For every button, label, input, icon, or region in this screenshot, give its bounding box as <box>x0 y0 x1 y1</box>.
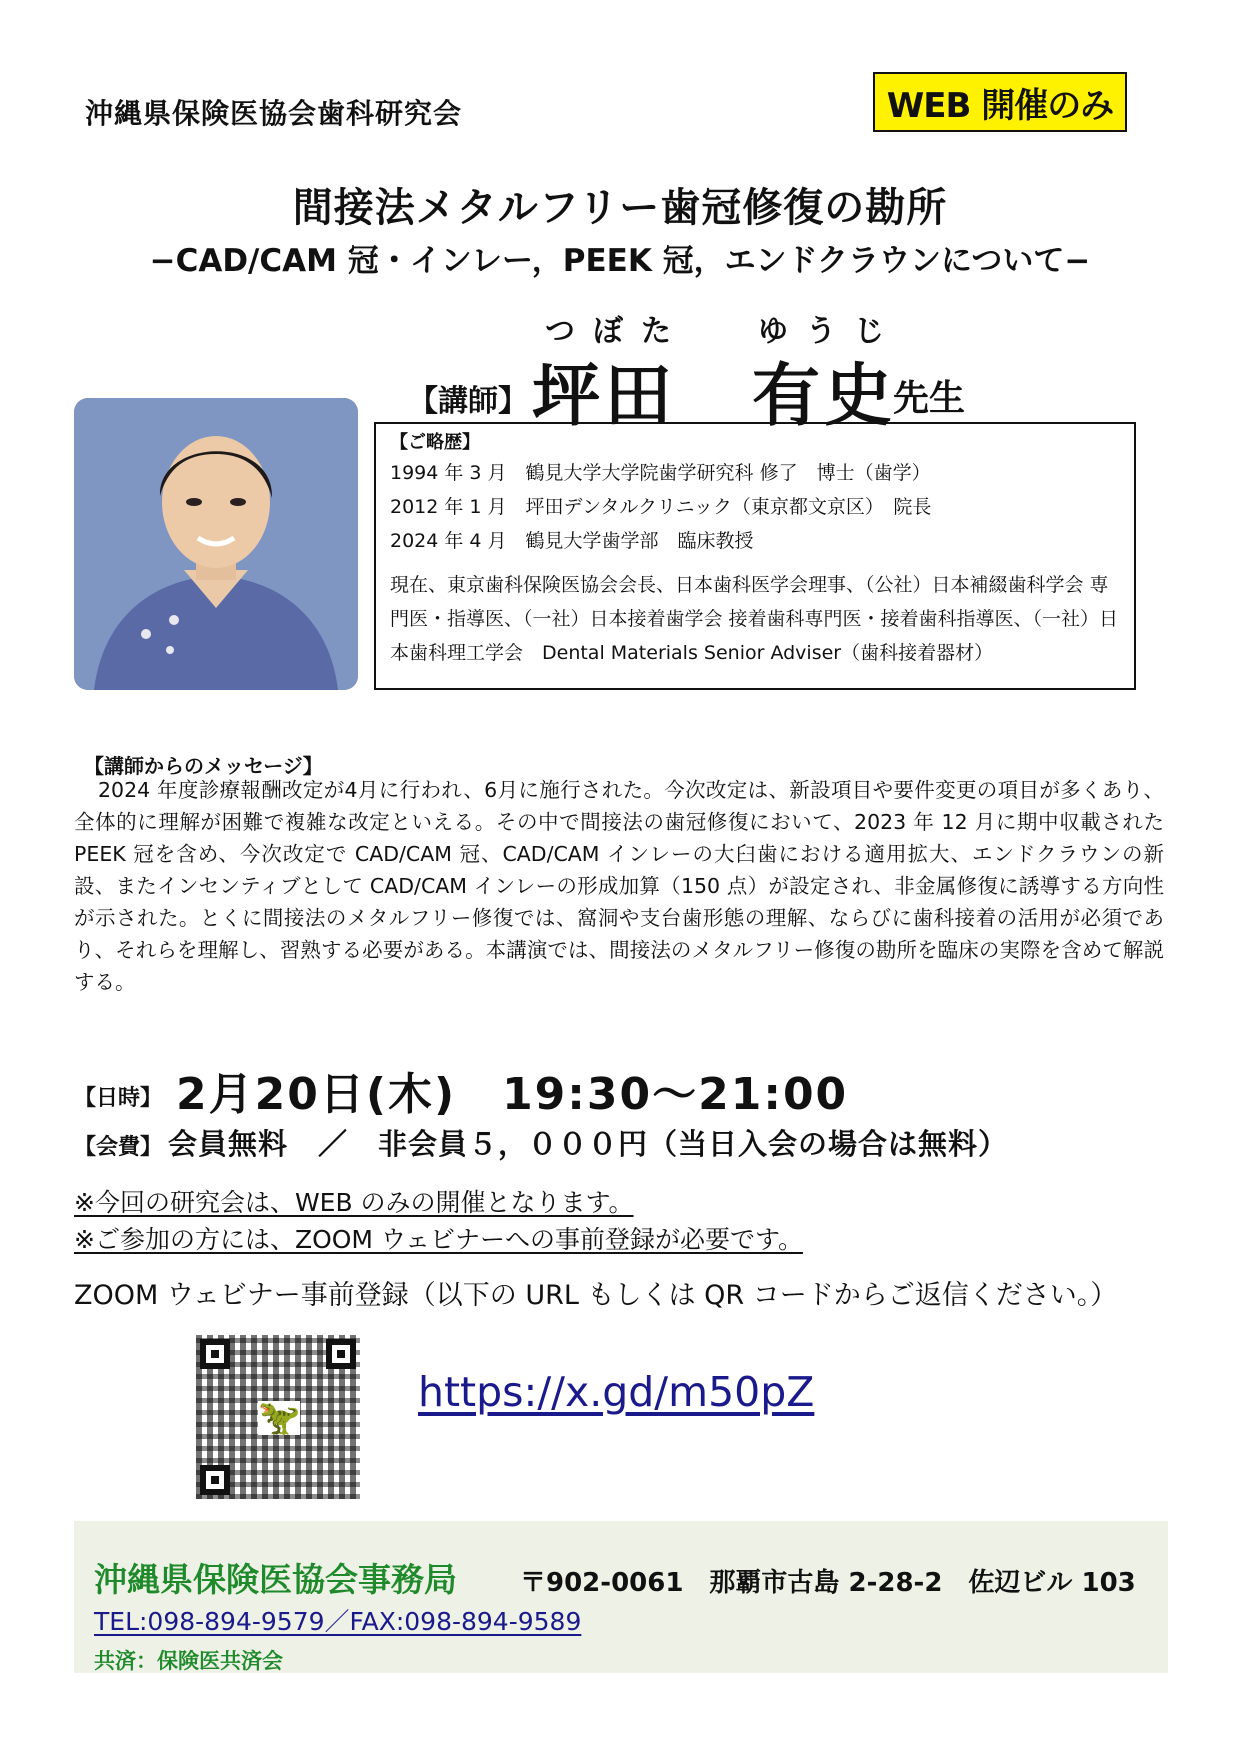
dinosaur-icon: 🦖 <box>258 1398 301 1438</box>
lecturer-honorific: 先生 <box>893 378 966 419</box>
qr-finder-pattern <box>200 1465 230 1495</box>
lecture-subtitle: −CAD/CAM 冠・インレー，PEEK 冠，エンドクラウンについて− <box>149 243 1091 279</box>
biography-line: 2024 年 4 月 鶴見大学歯学部 臨床教授 <box>390 530 754 552</box>
office-phone-fax[interactable]: TEL:098-894-9579／FAX:098-894-9589 <box>94 1607 582 1636</box>
qr-code-icon[interactable] <box>196 1335 360 1499</box>
mutual-aid-note: 共済：保険医共済会 <box>94 1649 283 1673</box>
office-address: 〒902-0061 那覇市古島 2-28-2 佐辺ビル 103 <box>520 1568 1136 1598</box>
biography-heading: 【ご略歴】 <box>390 432 480 453</box>
date-time-value: 2月20日(木) 19:30〜21:00 <box>176 1069 849 1120</box>
fee-label: 【会費】 <box>74 1135 163 1160</box>
lecturer-family-name: 坪田 <box>532 356 677 436</box>
registration-instructions: ZOOM ウェビナー事前登録（以下の URL もしくは QR コードからご返信ください。） <box>74 1280 1118 1311</box>
organization-name: 沖縄県保険医協会歯科研究会 <box>85 97 463 130</box>
biography-line: 1994 年 3 月 鶴見大学大学院歯学研究科 修了 博士（歯学） <box>390 462 931 484</box>
qr-finder-pattern <box>326 1339 356 1369</box>
portrait-illustration <box>74 398 358 690</box>
ruby-family-name: つぼた <box>545 314 689 349</box>
web-only-note: ※今回の研究会は、WEB のみの開催となります。 <box>74 1188 634 1217</box>
registration-required-note: ※ご参加の方には、ZOOM ウェビナーへの事前登録が必要です。 <box>74 1225 803 1254</box>
registration-url-link[interactable]: https://x.gd/m50pZ <box>418 1368 815 1416</box>
office-name: 沖縄県保険医協会事務局 <box>94 1560 457 1599</box>
fee-value: 会員無料 ／ 非会員５，０００円（当日入会の場合は無料） <box>168 1127 1009 1161</box>
lecturer-given-name: 有史 <box>752 356 897 436</box>
biography-line: 2012 年 1 月 坪田デンタルクリニック（東京都文京区） 院長 <box>390 496 932 518</box>
ruby-given-name: ゆうじ <box>758 314 902 349</box>
message-heading: 【講師からのメッセージ】 <box>84 754 323 778</box>
lecturer-label: 【講師】 <box>408 384 528 419</box>
lecture-title: 間接法メタルフリー歯冠修復の勘所 <box>292 185 948 231</box>
biography-description: 現在、東京歯科保険医協会会長、日本歯科医学会理事、（公社）日本補綴歯科学会 専門医・指導医、（一社）日本接着歯学会 接着歯科専門医・接着歯科指導医、（一社）日本歯科理工学会 Dental Materials Senior Adviser（歯科接着器材） <box>390 574 1119 664</box>
message-body: 2024 年度診療報酬改定が4月に行われ、6月に施行された。今次改定は、新設項目や要件変更の項目が多くあり、全体的に理解が困難で複雑な改定といえる。その中で間接法の歯冠修復において、2023 年 12 月に期中収載された PEEK 冠を含め、今次改定で CAD/CAM 冠、CAD/CAM インレーの大臼歯における適用拡大、エンドクラウンの新設、またインセンティブとして CAD/CAM インレーの形成加算（150 点）が設定され、非金属修復に誘導する方向性が示された。とくに間接法のメタルフリー修復では、窩洞や支台歯形態の理解、ならびに歯科接着の活用が必須であり、それらを理解し、習熟する必要がある。本講演では、間接法のメタルフリー修復の勘所を臨床の実際を含めて解説する。 <box>74 778 1164 994</box>
date-label: 【日時】 <box>74 1086 163 1111</box>
biography-box <box>374 422 1136 690</box>
lecturer-photo <box>74 398 358 690</box>
web-only-badge: WEB 開催のみ <box>873 72 1127 132</box>
qr-finder-pattern <box>200 1339 230 1369</box>
